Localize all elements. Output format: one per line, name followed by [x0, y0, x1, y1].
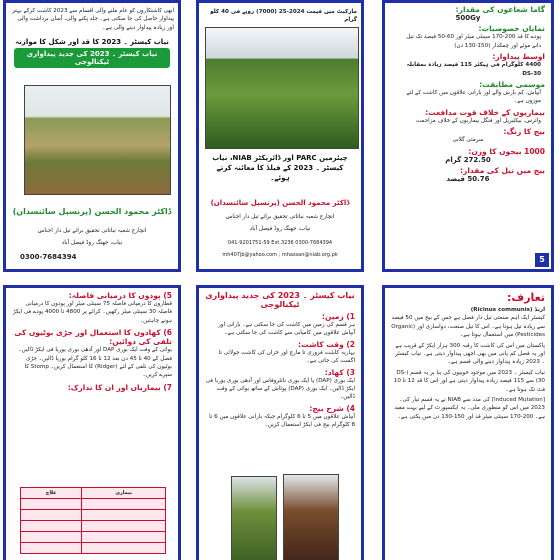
- sowing-time-heading: 2) وقت کاشت:: [298, 339, 355, 349]
- disease-table: [20, 487, 166, 554]
- intro-para-2: پاکستان میں اس کی کاشت کا رقبہ 300 ہزار ایکڑ کے قریب ہے اور یہ فصل کم پانی میں بھی اچھی پیداوار دیتی ہے۔ نیاب کیسٹر ۔ 2023 زیادہ پیداوار دینے والی قسم ہے۔: [394, 342, 545, 366]
- page-number: 5: [535, 253, 549, 267]
- castor-plant-photo-left: [231, 476, 277, 560]
- traits-heading: نمایاں خصوصیات:: [478, 24, 545, 34]
- seed-weight-value: 272.50 گرام: [445, 155, 491, 164]
- table-row: [21, 521, 166, 532]
- oil-heading: بیج میں تیل کی مقدار:: [460, 166, 545, 176]
- panel-bottom-left: [3, 285, 181, 560]
- photo-caption: چیئرمین PARC اور ڈائریکٹر NIAB، نیاب کیسٹر ۔ 2023 کے فیلڈ کا معائنہ کرتے ہوئے۔: [212, 154, 348, 182]
- table-row: [21, 510, 166, 521]
- email-line: mh407jb@yahoo.com ; mhassan@niab.org.pk: [222, 252, 338, 258]
- table-row: [21, 543, 166, 554]
- table-header-disease: بیماری: [82, 488, 166, 499]
- diseases-heading: 7) بیماریاں اور ان کا تدارک:: [67, 382, 172, 392]
- soil-text: ہر قسم کی زمین میں کاشت کی جا سکتی ہے۔ بارانی اور آبپاش علاقوں میں کامیابی سے کاشت کی جا سکتی ہے۔: [218, 322, 355, 337]
- trait-2: دانے موٹے اور چمکدار (150-130 دن): [454, 42, 541, 49]
- disease-heading: بیماریوں کے خلاف قوت مدافعت:: [425, 107, 545, 117]
- panel-top-right: [382, 0, 554, 272]
- seed-rate-heading: 4) شرح بیج:: [309, 403, 355, 413]
- scientist-role: انچارج شعبہ نباتاتی تحقیق برائے تیل دار اجناس: [37, 228, 147, 234]
- fertilizer-heading: 6) کھادوں کا استعمال اور جڑی بوٹیوں کی تلفی کی دوائیں:: [14, 328, 172, 347]
- dose-value: 500Gy: [455, 14, 481, 22]
- price-text: مارکیٹ میں قیمت 2024-25 (7000) روپے فی 40 کلو گرام: [210, 9, 357, 24]
- fertilizer-text: بوائی کے وقت ایک بوری DAP اور آدھی بوری یوریا فی ایکڑ ڈالیں۔ فصل کے 40 تا 45 دن بعد 12 تا 16 کلو گرام یوریا ڈالیں۔ جڑی بوٹیوں کی تلفی کے لئے (Ridger) کا استعمال کریں۔ Stomp کا سپرے کریں۔: [18, 347, 172, 379]
- compare-heading: نیاب کیسٹر ۔ 2023 کا قد اور شکل کا موازنہ: [15, 38, 169, 47]
- spacing-heading: 5) پودوں کا درمیانی فاصلہ:: [68, 291, 172, 300]
- crop-comparison-photo: [24, 85, 171, 195]
- table-header-treatment: علاج: [21, 488, 82, 499]
- seed-weight-heading: 1000 بیجوں کا وزن:: [468, 146, 545, 156]
- tech-title: نیاب کیسٹر ۔ 2023 کی جدید پیداواری ٹیکنالوجی: [205, 291, 355, 309]
- soil-heading: 1) زمین:: [321, 312, 355, 321]
- field-visit-photo: [205, 27, 359, 149]
- intro-para-1: کیسٹر ایک اہم صنعتی تیل دار فصل ہے جس کے بیج میں 50 فیصد سے زیادہ تیل ہوتا ہے۔ اس کا تیل صنعت، دواسازی اور (Organic Pesticides) میں استعمال ہوتا ہے۔: [391, 315, 545, 339]
- latin-name: ارنڈ (Ricinus communis): [470, 307, 545, 313]
- intro-title: تعارف:: [507, 291, 545, 304]
- oil-value: 50.76 فیصد: [446, 175, 490, 184]
- intro-para-3: نیاب کیسٹر ۔ 2023 میں موجود خوبیوں کی بنا پر یہ قسم (DS-30) سے 115 فیصد زیادہ پیداوار دیتی ہے اور اس کا قد 12 تا 10 فٹ تک ہوتا ہے۔: [393, 369, 545, 393]
- fertilizer-heading: 3) کھاد:: [324, 367, 355, 377]
- seed-color-heading: بیج کا رنگ:: [503, 127, 545, 137]
- phone: 0300-7684394: [20, 253, 77, 261]
- phone-line: 041-9201751-59 Ext.3236 0300-7684394: [227, 240, 333, 246]
- seed-color-text: سرمئی گلابی: [452, 137, 484, 144]
- panel-top-mid: [196, 0, 364, 272]
- scientist-name: ڈاکٹر محمود الحسن (پرنسپل سائنسدان): [210, 199, 350, 207]
- yield-value: 4400 کلوگرام فی ہیکٹر 115 فیصد زیادہ بمقابلہ DS-30: [406, 62, 541, 77]
- tech-heading: نیاب کیسٹر ۔ 2023 کی جدید پیداواری ٹیکنالوجی: [14, 48, 170, 68]
- disease-text: وائرس، بیکٹیریل اور فنگل بیماریوں کے خلاف مزاحمت: [415, 117, 541, 124]
- panel-bottom-right: [382, 285, 554, 560]
- table-row: [21, 499, 166, 510]
- intro-para-4: [Induced Mutation] کی مدد سے NIAB نے یہ قسم تیار کی۔ 2023 میں اس کو منظوری ملی۔ یہ ایکسپورٹ کے لیے بہت مفید ہے۔ 200-170 سینٹی میٹر قد اور 150-130 دن میں پکتی ہے۔: [394, 397, 545, 420]
- fertilizer-text: ایک بوری (DAP) یا ایک بوری نائٹروفاس اور آدھی بوری یوریا فی ایکڑ ڈالیں۔ ایک بوری (DAP) پوٹاش کے ساتھ بوائی کے وقت ڈالیں۔: [205, 377, 355, 401]
- yield-heading: اوسط پیداوار:: [492, 52, 545, 62]
- address: نیاب، جھنگ روڈ فیصل آباد: [249, 226, 311, 232]
- scientist-role: انچارج شعبہ نباتاتی تحقیق برائے تیل دار اجناس: [225, 214, 335, 220]
- panel-bottom-mid: [196, 285, 364, 560]
- spacing-text: قطاروں کا درمیانی فاصلہ 75 سینٹی میٹر اور پودوں کا درمیانی فاصلہ 30 سینٹی میٹر رکھیں۔ کرائے پر 4800 تا 4000 پودے فی ایکڑ ہونے چاہئیں۔: [12, 301, 172, 324]
- climate-text: آبپاش، کم بارش والے اور بارانی علاقوں میں کاشت کے لئے موزوں ہے۔: [406, 90, 541, 105]
- sowing-time-text: بہاریہ کاشت فروری تا مارچ اور خزاں کی کاشت جولائی تا اگست کی جاتی ہے۔: [218, 349, 355, 365]
- dose-heading: گاما شعاعوں کی مقدار:: [455, 5, 545, 14]
- seed-rate-text: آبپاش علاقوں میں 5 تا 6 کلوگرام جبکہ بارانی علاقوں میں 6 تا 8 کلوگرام بیج فی ایکڑ استعمال کریں۔: [209, 413, 355, 429]
- castor-plant-photo-right: [283, 474, 339, 560]
- address: نیاب، جھنگ روڈ فیصل آباد: [61, 240, 123, 246]
- panel-top-left: [3, 0, 181, 272]
- intro-text: ابھی کاشتکاروں کو عام ملنے والی اقسام سے 2023 کاشت کرکے بہتر پیداوار حاصل کی جا سکتی ہے۔ جلد پکنے والی، آسان برداشت والی اور زیادہ پیداوار دینے والی ہے۔: [12, 8, 174, 31]
- table-row: [21, 532, 166, 543]
- scientist-name: ڈاکٹر محمود الحسن (پرنسپل سائنسدان): [12, 207, 172, 216]
- trait-1: پودے کا قد 200-170 سینٹی میٹر اور 60-50 فیصد تک تیل: [406, 34, 541, 41]
- climate-heading: موسمی مطابقت:: [479, 80, 545, 90]
